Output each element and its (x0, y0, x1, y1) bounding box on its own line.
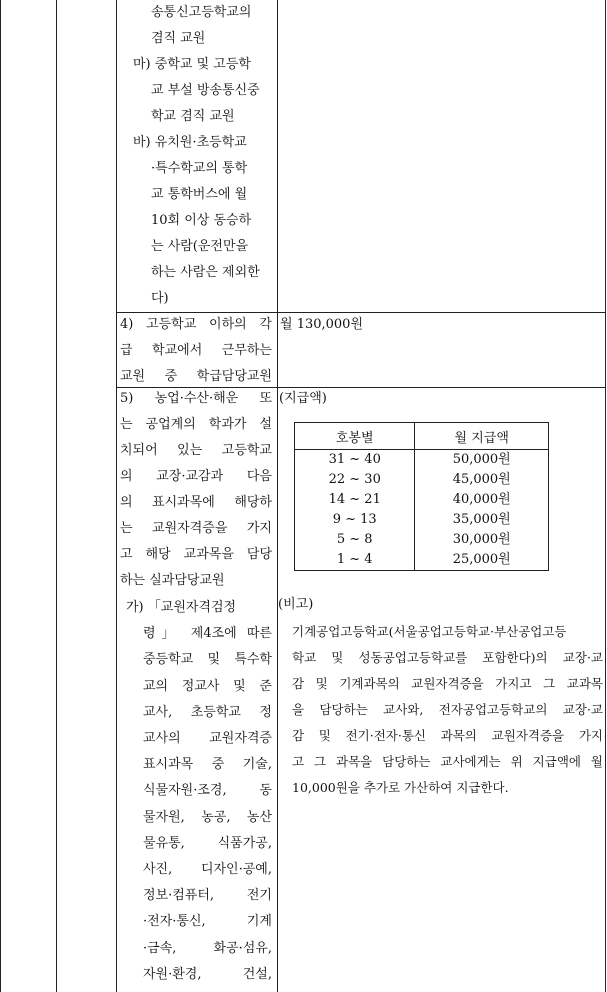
sub-line: 정보·컴퓨터, 전기 (143, 888, 272, 904)
pay-table-header-amount: 월 지급액 (415, 423, 549, 450)
sub-line: ·전자·통신, 기계 (143, 914, 272, 930)
item5-sub-list (126, 595, 272, 988)
table-row (295, 490, 549, 510)
note-line: 고 그 과목을 담당하는 교사에게는 위 지급액에 월 (292, 754, 603, 769)
item5-description (120, 386, 272, 594)
note-label: (비고) (278, 597, 314, 612)
upper-line: 다) (151, 291, 169, 306)
pay-table (294, 422, 549, 571)
pay-step: 1 ~ 4 (295, 550, 415, 571)
item5-line: 는 공업계의 학과가 설 (120, 417, 272, 432)
sub-line: ·금속, 화공·섬유, (143, 940, 272, 956)
item4-description (120, 312, 272, 390)
sub-line: 식물자원·조경, 동 (143, 783, 272, 799)
table-row (295, 550, 549, 571)
pay-step: 31 ~ 40 (295, 450, 415, 471)
pay-amount: 25,000원 (415, 550, 549, 571)
table-row (295, 450, 549, 471)
sub-line: 물자원, 농공, 농산 (143, 809, 272, 825)
item5-line: 고 해당 교과목을 담당 (120, 547, 272, 562)
upper-line: 교 부설 방송통신중 (151, 83, 260, 98)
item4-line: 교원 중 학급담당교원 (120, 369, 272, 384)
table-row (295, 530, 549, 550)
note-line: 기계공업고등학교(서울공업고등학교·부산공업고등 (292, 624, 567, 639)
pay-amount: 45,000원 (415, 470, 549, 490)
upper-line: 겸직 교원 (151, 31, 206, 46)
sub-line: 교의 정교사 및 준 (143, 678, 272, 694)
upper-line: 는 사람(운전만을 (151, 239, 249, 254)
pay-amount: 30,000원 (415, 530, 549, 550)
item5-line: 치되어 있는 고등학교 (120, 443, 272, 458)
sub-line: 표시과목 중 기술, (143, 757, 272, 773)
pay-amount: 35,000원 (415, 510, 549, 530)
pay-table-header-step: 호봉별 (295, 423, 415, 450)
sub-line: 령」 제4조에 따른 (143, 626, 272, 642)
sub-line: 교사, 초등학교 정 (143, 704, 272, 720)
pay-label: (지급액) (279, 391, 327, 406)
pay-step: 22 ~ 30 (295, 470, 415, 490)
pay-step: 5 ~ 8 (295, 530, 415, 550)
pay-amount: 40,000원 (415, 490, 549, 510)
upper-list (121, 0, 273, 312)
item5-line: 의 교장·교감과 다음 (120, 469, 272, 484)
sub-line: 물유통, 식품가공, (143, 835, 272, 851)
item5-line: 5) 농업·수산·해운 또 (120, 391, 272, 406)
item4-line: 급 학교에서 근무하는 (120, 343, 272, 358)
sub-line: 중등학교 및 특수학 (143, 652, 272, 668)
upper-line: 10회 이상 동승하 (151, 213, 252, 228)
sub-line: 가) 「교원자격검정 (126, 600, 237, 615)
item5-line: 의 표시과목에 해당하 (120, 495, 272, 510)
sub-line: 교사의 교원자격증 (143, 731, 272, 747)
note-line: 을 담당하는 교사와, 전자공업고등학교의 교장·교 (292, 702, 603, 717)
note-line: 10,000원을 추가로 가산하여 지급한다. (292, 780, 509, 795)
sub-line: 사진, 디자인·공예, (143, 862, 272, 878)
item5-line: 하는 실과담당교원 (120, 573, 225, 588)
pay-step: 9 ~ 13 (295, 510, 415, 530)
upper-line: 바) 유치원·초등학교 (133, 135, 247, 150)
upper-line: ·특수학교의 통학 (151, 161, 248, 176)
table-column-divider-2 (116, 0, 117, 992)
item4-amount: 월 130,000원 (280, 317, 364, 332)
note-line: 감 및 전기·전자·통신 과목의 교원자격증을 가지 (292, 728, 603, 743)
pay-step: 14 ~ 21 (295, 490, 415, 510)
upper-line: 학교 겸직 교원 (151, 109, 235, 124)
sub-line: 자원·환경, 건설, (143, 966, 272, 982)
note-text (292, 619, 603, 801)
item4-line: 4) 고등학교 이하의 각 (120, 317, 272, 332)
pay-amount: 50,000원 (415, 450, 549, 471)
table-border-right (605, 0, 606, 992)
upper-line: 송통신고등학교의 (151, 5, 252, 20)
upper-line: 교 통학버스에 월 (151, 187, 248, 202)
table-row (295, 510, 549, 530)
item5-line: 는 교원자격증을 가지 (120, 521, 272, 536)
table-column-divider-3 (277, 0, 278, 992)
note-line: 감 및 기계과목의 교원자격증을 가지고 그 교과목 (292, 676, 603, 691)
table-row (295, 470, 549, 490)
upper-line: 하는 사람은 제외한 (151, 265, 260, 280)
note-line: 학교 및 성동공업고등학교를 포함한다)의 교장·교 (292, 650, 603, 665)
upper-line: 마) 중학교 및 고등학 (133, 57, 251, 72)
table-column-divider-1 (56, 0, 57, 992)
table-border-left (0, 0, 1, 992)
